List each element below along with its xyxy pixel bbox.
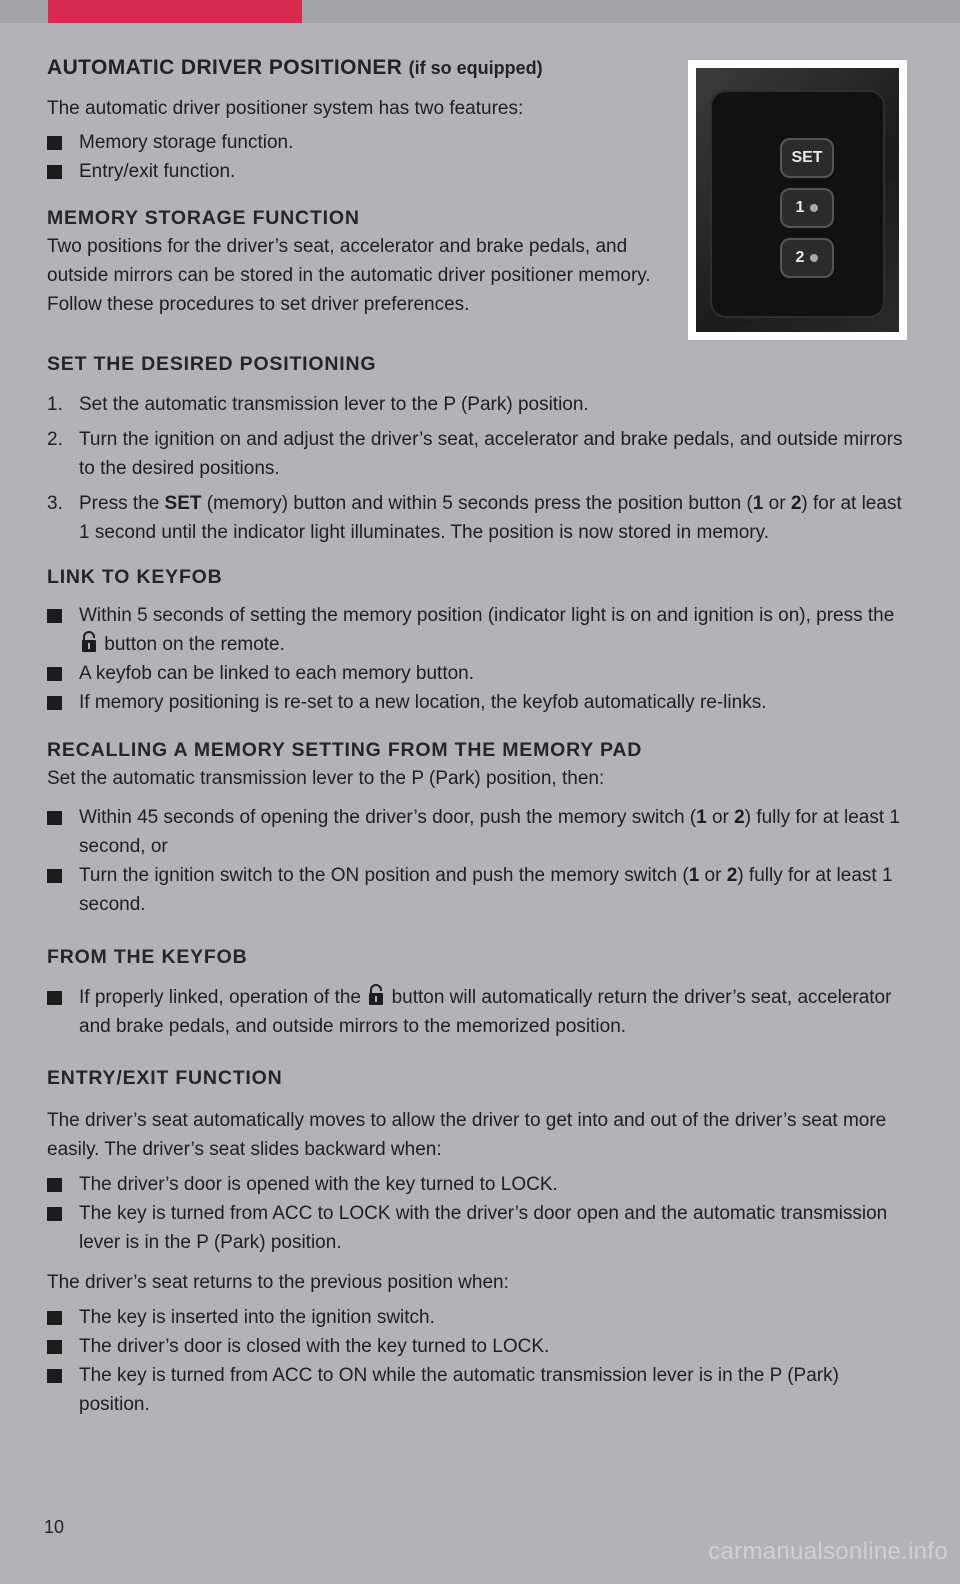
list-item: Within 45 seconds of opening the driver’s door, push the memory switch (1 or 2) fully for at least 1 second, or: [47, 803, 913, 861]
memory-1-button-photo: 1: [780, 188, 834, 228]
set-button-photo: SET: [780, 138, 834, 178]
recalling-heading: RECALLING A MEMORY SETTING FROM THE MEMORY PAD: [47, 739, 643, 761]
memory-storage-text: Two positions for the driver’s seat, accelerator and brake pedals, and outside mirrors can be stored in the automatic driver positioner memory. Follow these procedures to set driver preferences.: [47, 236, 651, 315]
list-item: If memory positioning is re-set to a new location, the keyfob automatically re-links.: [47, 688, 913, 717]
list-item: Entry/exit function.: [47, 157, 667, 186]
list-item: The key is inserted into the ignition switch.: [47, 1303, 913, 1332]
from-keyfob-list: [47, 983, 913, 1041]
top-bar: [0, 0, 960, 23]
feature-list: [47, 128, 667, 186]
list-item: A keyfob can be linked to each memory button.: [47, 659, 913, 688]
memory-storage-heading: MEMORY STORAGE FUNCTION: [47, 207, 360, 229]
set-positioning-heading: SET THE DESIRED POSITIONING: [47, 353, 377, 375]
page-content: [47, 56, 913, 1419]
lock-icon: [81, 631, 97, 653]
list-item: If properly linked, operation of the button will automatically return the driver’s seat, accelerator and brake pedals, and outside mirrors to the memorized position.: [47, 983, 913, 1041]
recalling-list: [47, 803, 913, 919]
set-steps: [47, 390, 913, 547]
page-number: 10: [44, 1517, 65, 1537]
list-item: The driver’s door is opened with the key turned to LOCK.: [47, 1170, 913, 1199]
entry-exit-text: The driver’s seat automatically moves to allow the driver to get into and out of the driver’s seat more easily. The driver’s seat slides backward when:: [47, 1110, 887, 1160]
intro-text: The automatic driver positioner system has two features:: [47, 98, 524, 119]
return-text: The driver’s seat returns to the previous position when:: [47, 1272, 509, 1293]
recalling-intro: Set the automatic transmission lever to the P (Park) position, then:: [47, 768, 605, 789]
section-accent-tab: [48, 0, 302, 23]
slide-back-list: [47, 1170, 913, 1257]
list-item: Memory storage function.: [47, 128, 667, 157]
list-item: The driver’s door is closed with the key turned to LOCK.: [47, 1332, 913, 1361]
return-list: [47, 1303, 913, 1419]
from-keyfob-heading: FROM THE KEYFOB: [47, 946, 248, 968]
list-item: Within 5 seconds of setting the memory position (indicator light is on and ignition is on), press the button on the remote.: [47, 601, 913, 659]
list-item: Turn the ignition switch to the ON position and push the memory switch (1 or 2) fully for at least 1 second.: [47, 861, 913, 919]
link-keyfob-heading: LINK TO KEYFOB: [47, 566, 223, 588]
watermark: carmanualsonline.info: [708, 1538, 948, 1565]
list-item: The key is turned from ACC to ON while the automatic transmission lever is in the P (Park) position.: [47, 1361, 913, 1419]
list-item: The key is turned from ACC to LOCK with the driver’s door open and the automatic transmission lever is in the P (Park) position.: [47, 1199, 913, 1257]
list-item: 3. Press the SET (memory) button and within 5 seconds press the position button (1 or 2) for at least 1 second until the indicator light illuminates. The position is now stored in memory.: [47, 493, 902, 543]
page-title: AUTOMATIC DRIVER POSITIONER (if so equipped): [47, 56, 543, 79]
list-item: 1. Set the automatic transmission lever to the P (Park) position.: [47, 394, 589, 415]
entry-exit-heading: ENTRY/EXIT FUNCTION: [47, 1067, 283, 1089]
lock-icon: [368, 984, 384, 1006]
list-item: 2. Turn the ignition on and adjust the driver’s seat, accelerator and brake pedals, and outside mirrors to the desired positions.: [47, 429, 903, 479]
memory-2-button-photo: 2: [780, 238, 834, 278]
link-keyfob-list: [47, 601, 913, 717]
